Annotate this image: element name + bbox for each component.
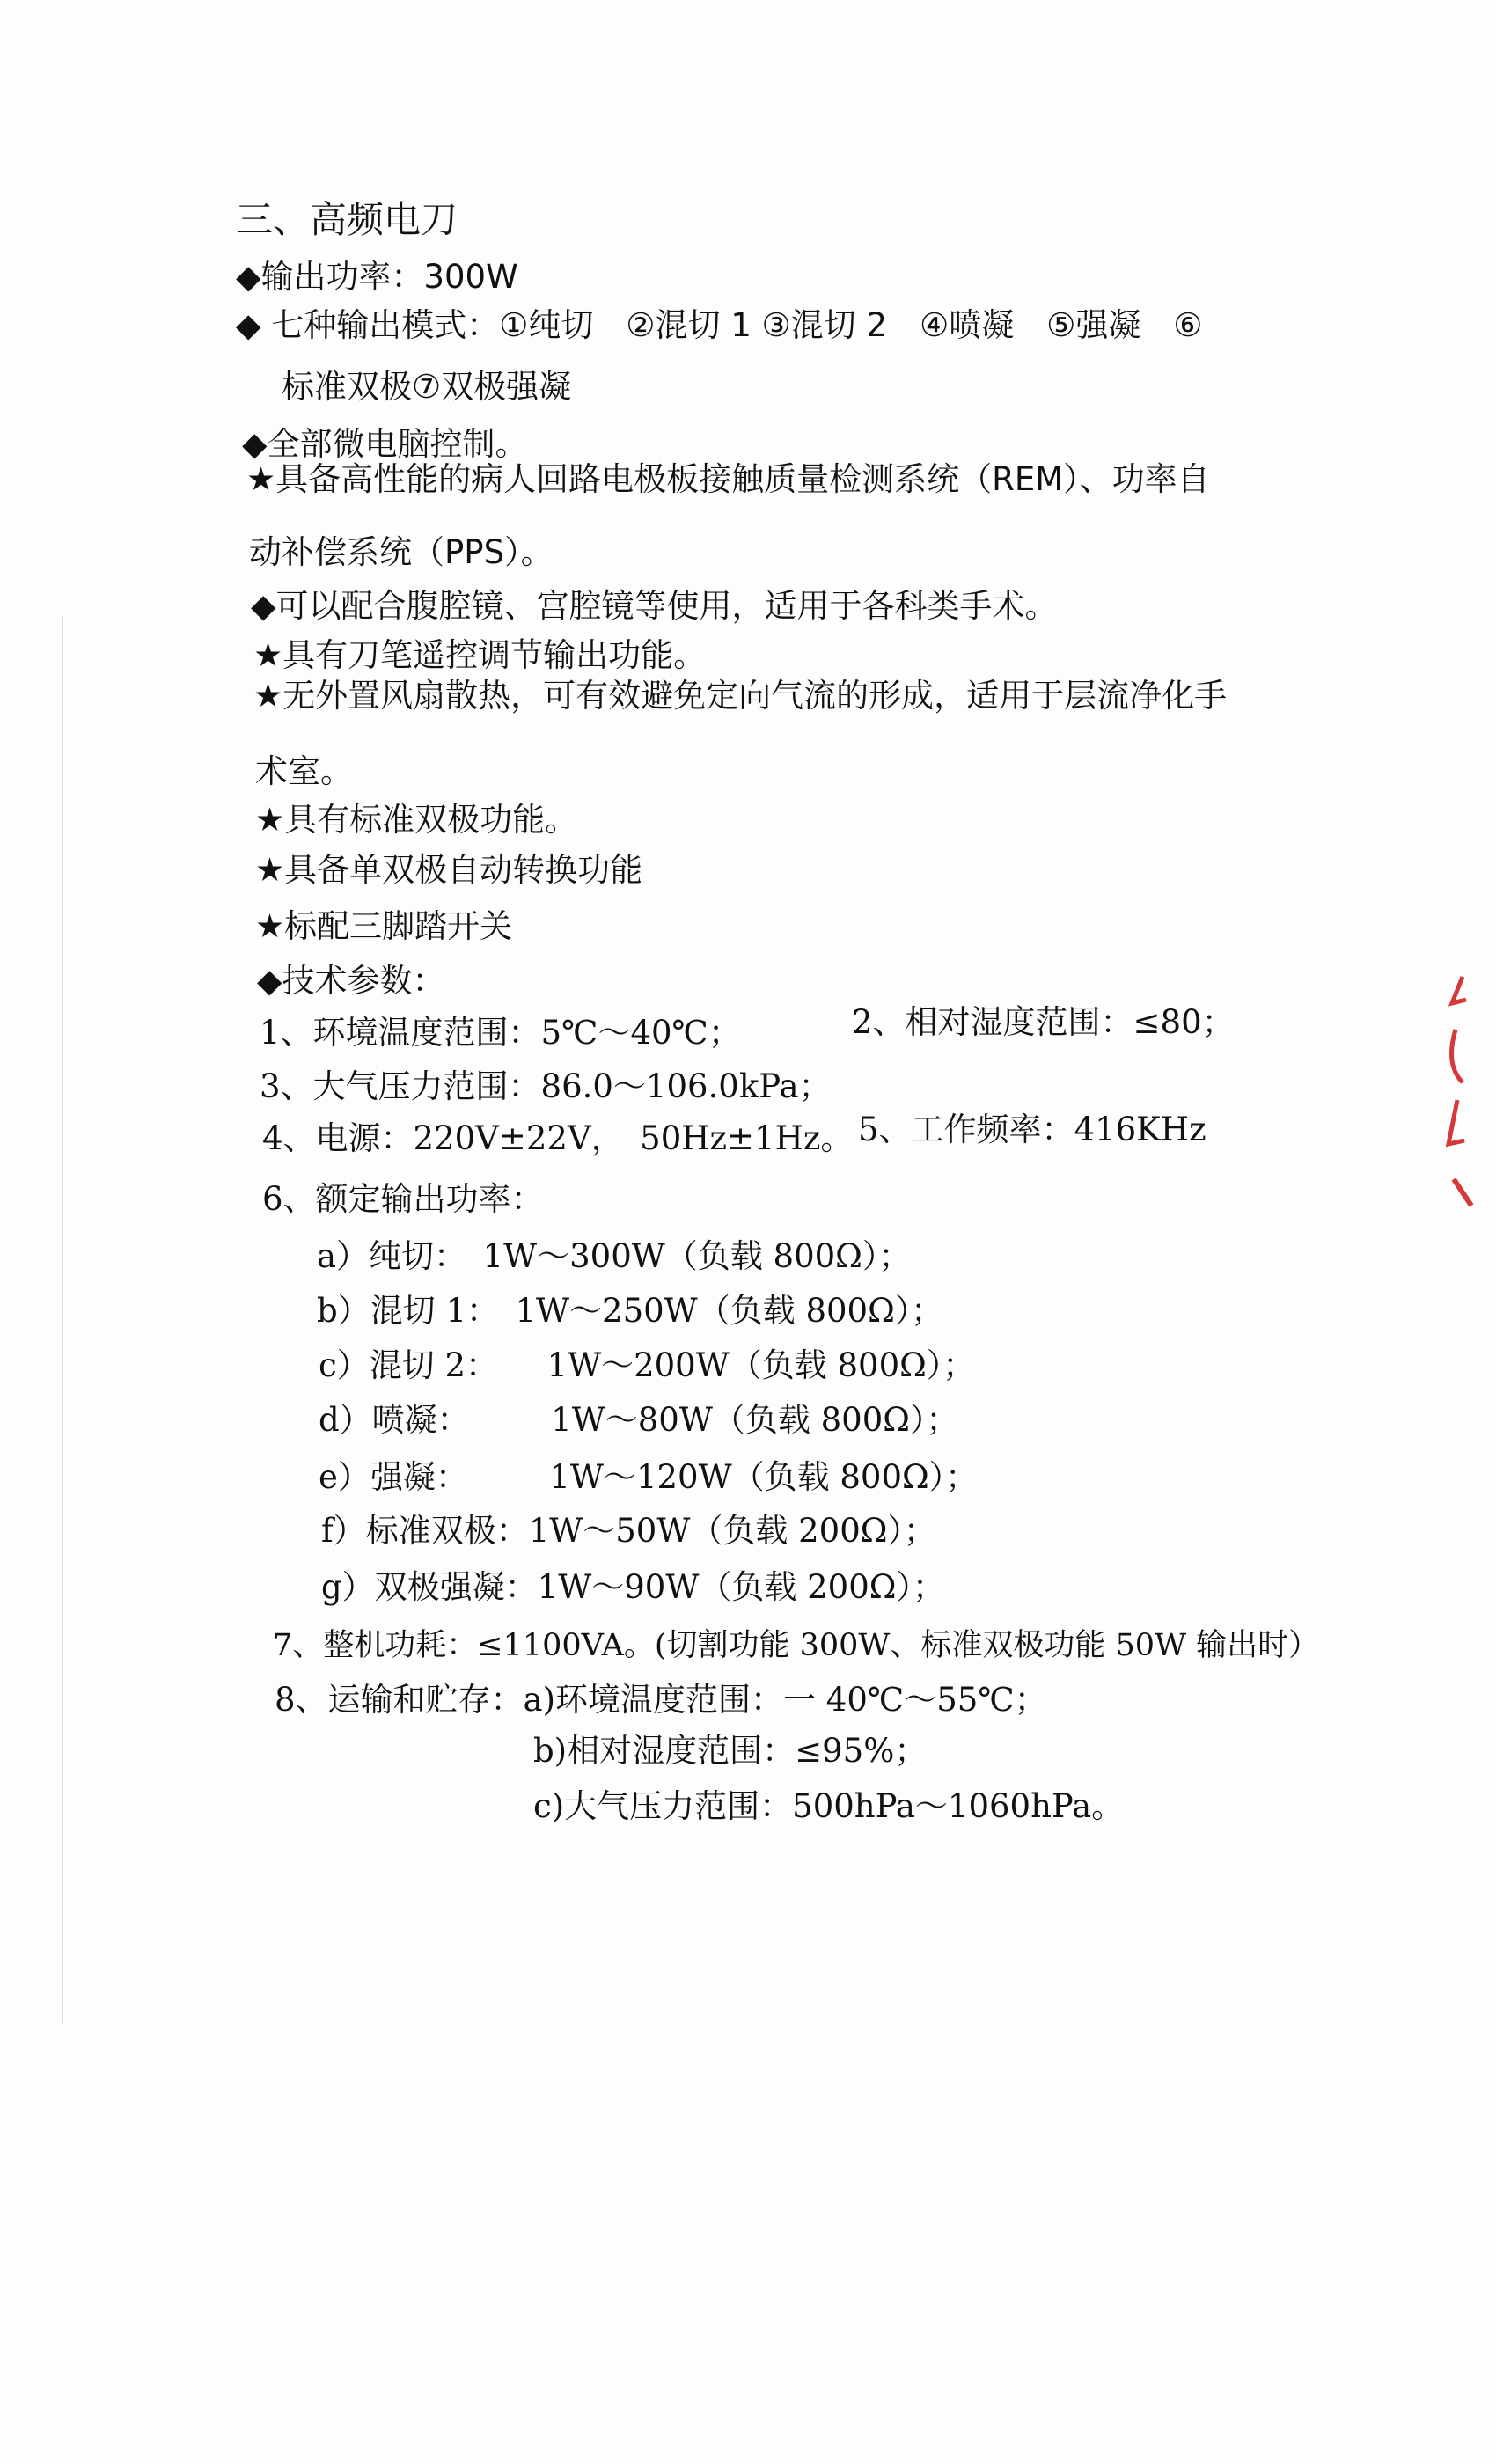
output-power-row: e）强凝： 1W～120W（负载 800Ω）； bbox=[319, 1458, 979, 1496]
output-power-row: b）混切 1： 1W～250W（负载 800Ω）； bbox=[317, 1292, 944, 1330]
spec-line: 标准双极⑦双极强凝 bbox=[282, 368, 572, 406]
param-line: 8、运输和贮存：a)环境温度范围：一 40℃～55℃； bbox=[275, 1681, 1047, 1719]
spec-line: ★无外置风扇散热，可有效避免定向气流的形成，适用于层流净化手 bbox=[253, 677, 1228, 715]
param-line: 2、相对湿度范围：≤80； bbox=[852, 1003, 1235, 1041]
output-power-row: f）标准双极：1W～50W（负载 200Ω）； bbox=[321, 1512, 936, 1550]
param-line: b)相对湿度范围：≤95%； bbox=[533, 1732, 928, 1770]
section-heading: 三、高频电刀 bbox=[236, 198, 458, 241]
spec-line: ★具备单双极自动转换功能 bbox=[255, 851, 643, 889]
spec-line: ★标配三脚踏开关 bbox=[255, 907, 513, 945]
output-power-row: c）混切 2： 1W～200W（负载 800Ω）； bbox=[319, 1346, 976, 1384]
spec-line: ◆输出功率：300W bbox=[236, 258, 518, 296]
spec-line: ◆全部微电脑控制。 bbox=[242, 425, 528, 463]
spec-line: ◆ 七种输出模式：①纯切 ②混切 1 ③混切 2 ④喷凝 ⑤强凝 ⑥ bbox=[236, 306, 1203, 344]
param-line: c)大气压力范围：500hPa～1060hPa。 bbox=[533, 1787, 1125, 1825]
spec-line: ◆可以配合腹腔镜、宫腔镜等使用，适用于各科类手术。 bbox=[251, 587, 1058, 625]
scan-edge-line bbox=[62, 616, 63, 2024]
param-line: 3、大气压力范围：86.0～106.0kPa； bbox=[260, 1067, 832, 1105]
param-line: 4、电源：220V±22V， 50Hz±1Hz。 bbox=[262, 1119, 854, 1157]
param-line: 6、额定输出功率： bbox=[262, 1180, 544, 1218]
output-power-row: g）双极强凝：1W～90W（负载 200Ω）； bbox=[321, 1568, 945, 1606]
param-line: 7、整机功耗：≤1100VA。(切割功能 300W、标准双极功能 50W 输出时） bbox=[273, 1628, 1320, 1663]
red-stamp-fragment bbox=[1436, 968, 1496, 1214]
spec-line: ◆技术参数： bbox=[257, 962, 445, 1000]
spec-line: 动补偿系统（PPS）。 bbox=[249, 533, 554, 571]
param-line: 1、环境温度范围：5℃～40℃； bbox=[260, 1014, 741, 1052]
output-power-row: d）喷凝： 1W～80W（负载 800Ω）； bbox=[319, 1401, 959, 1439]
spec-line: ★具有标准双极功能。 bbox=[255, 801, 578, 839]
param-line: 5、工作频率：416KHz bbox=[858, 1111, 1206, 1148]
output-power-row: a）纯切： 1W～300W（负载 800Ω）； bbox=[317, 1237, 912, 1275]
spec-line: ★具有刀笔遥控调节输出功能。 bbox=[253, 636, 707, 674]
spec-line: 术室。 bbox=[255, 752, 353, 790]
spec-line: ★具备高性能的病人回路电极板接触质量检测系统（REM）、功率自 bbox=[246, 460, 1210, 498]
